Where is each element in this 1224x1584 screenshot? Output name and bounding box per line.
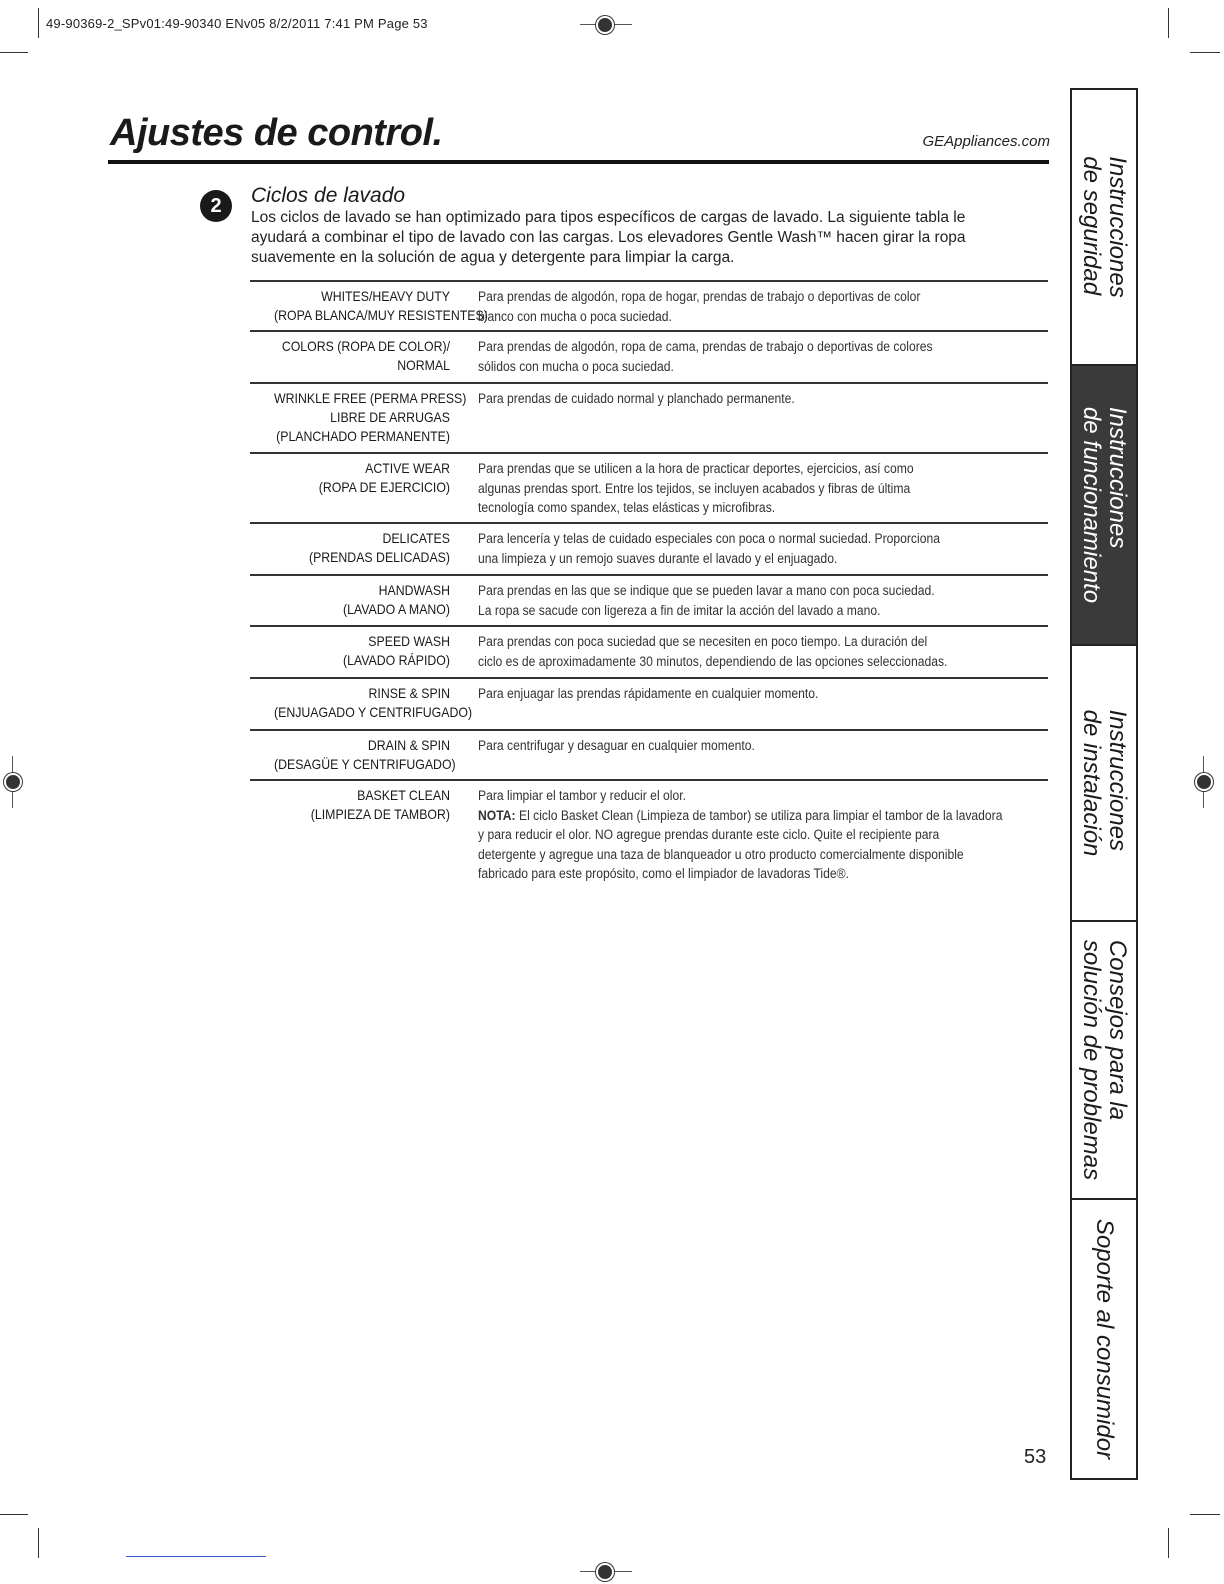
cycle-row-speed-wash <box>250 625 1048 677</box>
intro-line: ayudará a combinar el tipo de lavado con las cargas. Los elevadores Gentle Wash™ hacen girar la ropa <box>251 229 966 246</box>
tab-label-line: Soporte al consumidor <box>1091 1218 1118 1460</box>
cycle-name-line: (LAVADO RÁPIDO) <box>342 652 450 668</box>
cycle-desc-line: Para centrifugar y desaguar en cualquier momento. <box>478 738 755 753</box>
tab-label-line: de seguridad <box>1078 156 1105 296</box>
cycle-name <box>274 684 473 722</box>
tab-label <box>1078 407 1130 603</box>
cycle-row-delicates <box>250 522 1048 574</box>
cycle-name-line: NORMAL <box>397 357 450 373</box>
cycle-description <box>478 389 991 445</box>
cycle-name-line: WRINKLE FREE (PERMA PRESS) <box>274 390 467 406</box>
cycle-row-drain-spin <box>250 729 1048 781</box>
cycle-desc-line: Para prendas de algodón, ropa de cama, prendas de trabajo o deportivas de colores <box>478 339 933 354</box>
cycle-row-rinse-spin <box>250 677 1048 729</box>
cycle-name-line: (ROPA BLANCA/MUY RESISTENTES) <box>274 307 488 323</box>
cycle-desc-line: sólidos con mucha o poca suciedad. <box>478 358 674 374</box>
tab-installation-instructions[interactable] <box>1072 646 1136 922</box>
crop-mark-bottom-left <box>38 1528 39 1558</box>
cycle-name-line: RINSE & SPIN <box>368 685 450 701</box>
registration-mark-left <box>4 773 22 791</box>
tab-safety-instructions[interactable] <box>1072 90 1136 366</box>
cycle-name-line: ACTIVE WEAR <box>365 460 450 476</box>
cycle-desc-line: algunas prendas sport. Entre los tejidos, se incluyen acabados y fibras de última <box>478 480 911 496</box>
page-number: 53 <box>1024 1446 1047 1468</box>
cycle-name-line: COLORS (ROPA DE COLOR)/ <box>281 338 450 354</box>
cycle-name <box>274 389 467 445</box>
cycle-description <box>478 581 991 618</box>
cycle-desc-line: tecnología como spandex, telas elásticas y microfibras. <box>478 500 776 515</box>
cycle-desc-line: La ropa se sacude con ligereza a fin de imitar la acción del lavado a mano. <box>478 602 881 618</box>
cycle-name-line: DRAIN & SPIN <box>367 737 450 753</box>
print-slug: 49-90369-2_SPv01:49-90340 ENv05 8/2/2011 7:41 PM Page 53 <box>46 16 428 31</box>
tab-label-line: solución de problemas <box>1078 939 1105 1181</box>
cycle-name <box>274 786 450 884</box>
registration-mark-top <box>596 16 614 34</box>
tab-troubleshooting[interactable] <box>1072 922 1136 1200</box>
cycle-name-line: (PRENDAS DELICADAS) <box>308 549 450 565</box>
cycle-name <box>274 287 488 323</box>
crop-mark-right-bottom <box>1190 1514 1220 1515</box>
crop-mark-bottom-right <box>1168 1528 1169 1558</box>
registration-mark-bottom <box>596 1563 614 1581</box>
cycle-desc-line: una limpieza y un remojo suaves durante el lavado y el enjuagado. <box>478 550 838 566</box>
tab-label-line: Consejos para la <box>1104 939 1131 1121</box>
cycle-row-basket-clean <box>250 781 1048 891</box>
section-title: Ciclos de lavado <box>251 184 406 207</box>
cycle-description <box>478 287 991 323</box>
section-intro <box>251 208 1031 268</box>
tab-label-line: de funcionamiento <box>1078 406 1105 604</box>
tab-label <box>1078 710 1130 857</box>
cycle-description <box>478 337 991 375</box>
cycle-note-line: y para reducir el olor. NO agregue prendas durante este ciclo. Quite el recipiente para <box>478 827 940 842</box>
cycle-description <box>478 529 991 567</box>
cycle-desc-line: blanco con mucha o poca suciedad. <box>478 308 672 324</box>
cycle-row-wrinkle-free <box>250 382 1048 452</box>
crop-mark-top-right <box>1168 8 1169 38</box>
cycle-desc-line: Para prendas de cuidado normal y planchado permanente. <box>478 391 795 406</box>
cycle-name <box>274 529 450 567</box>
cycle-note-line: detergente y agregue una taza de blanqueador u otro producto comercialmente disponible <box>478 846 964 862</box>
cycle-name-line: (LAVADO A MANO) <box>342 601 450 617</box>
cycle-name-line: WHITES/HEAVY DUTY <box>321 288 450 304</box>
cycle-name-line: (LIMPIEZA DE TAMBOR) <box>310 806 450 822</box>
bottom-link-rule <box>126 1556 266 1557</box>
cycle-name-line: SPEED WASH <box>368 633 450 649</box>
crop-mark-left-top <box>0 52 28 53</box>
cycle-name <box>274 337 450 375</box>
cycle-desc-line: Para prendas que se utilicen a la hora de practicar deportes, ejercicios, así como <box>478 461 914 476</box>
cycle-name-line: (ENJUAGADO Y CENTRIFUGADO) <box>274 704 473 720</box>
title-rule <box>108 160 1049 164</box>
tab-label-line: Instrucciones <box>1104 156 1131 298</box>
cycle-desc-line: Para lencería y telas de cuidado especiales con poca o normal suciedad. Proporciona <box>478 531 940 546</box>
cycle-description <box>478 459 991 515</box>
note-text: El ciclo Basket Clean (Limpieza de tambor) se utiliza para limpiar el tambor de la lavadora <box>518 807 1003 823</box>
cycle-name-line: (ROPA DE EJERCICIO) <box>318 479 450 495</box>
step-number-badge: 2 <box>200 190 232 222</box>
site-url[interactable]: GEAppliances.com <box>922 133 1050 150</box>
tab-label <box>1078 156 1130 297</box>
cycle-description <box>478 632 991 670</box>
cycle-row-colors <box>250 330 1048 382</box>
cycle-desc-line: ciclo es de aproximadamente 30 minutos, dependiendo de las opciones seleccionadas. <box>478 653 948 669</box>
cycle-name-line: HANDWASH <box>378 582 450 598</box>
cycle-row-handwash <box>250 574 1048 625</box>
cycle-note-line: fabricado para este propósito, como el limpiador de lavadoras Tide®. <box>478 866 849 881</box>
crop-mark-top-left <box>38 8 39 38</box>
cycle-desc-line: Para enjuagar las prendas rápidamente en cualquier momento. <box>478 686 819 701</box>
cycle-description <box>478 684 991 722</box>
cycle-name-line: (DESAGÜE Y CENTRIFUGADO) <box>274 756 456 772</box>
page-title: Ajustes de control. <box>110 112 443 154</box>
registration-mark-right <box>1195 773 1213 791</box>
tab-label <box>1078 940 1130 1180</box>
tab-consumer-support[interactable] <box>1072 1200 1136 1478</box>
section-tabs <box>1070 88 1138 1480</box>
cycle-name <box>274 736 456 772</box>
crop-mark-left-bottom <box>0 1514 28 1515</box>
crop-mark-right-top <box>1190 52 1220 53</box>
tab-operating-instructions[interactable] <box>1072 366 1136 646</box>
tab-label-line: de instalación <box>1078 709 1105 857</box>
cycle-name <box>274 459 450 515</box>
wash-cycles-table <box>250 280 1048 891</box>
note-label: NOTA: <box>478 807 516 823</box>
cycle-name <box>274 632 450 670</box>
tab-label-line: Instrucciones <box>1104 709 1131 852</box>
cycle-row-whites <box>250 280 1048 330</box>
cycle-name-line: LIBRE DE ARRUGAS <box>330 409 450 425</box>
cycle-note-line <box>478 806 1003 826</box>
cycle-name-line: (PLANCHADO PERMANENTE) <box>276 428 450 444</box>
cycle-row-active-wear <box>250 452 1048 522</box>
tab-label <box>1091 1219 1117 1459</box>
intro-line: Los ciclos de lavado se han optimizado para tipos específicos de cargas de lavado. La siguiente tabla le <box>251 209 966 226</box>
cycle-desc-line: Para prendas de algodón, ropa de hogar, prendas de trabajo o deportivas de color <box>478 289 921 304</box>
cycle-description <box>478 736 991 772</box>
cycle-desc-line: Para prendas en las que se indique que se pueden lavar a mano con poca suciedad. <box>478 583 935 598</box>
cycle-name <box>274 581 450 618</box>
tab-label-line: Instrucciones <box>1104 406 1131 549</box>
cycle-description <box>478 786 1003 884</box>
cycle-desc-line: Para limpiar el tambor y reducir el olor. <box>478 788 686 803</box>
cycle-name-line: BASKET CLEAN <box>357 787 450 803</box>
cycle-desc-line: Para prendas con poca suciedad que se necesiten en poco tiempo. La duración del <box>478 634 928 649</box>
intro-line: suavemente en la solución de agua y detergente para limpiar la carga. <box>251 249 735 266</box>
cycle-name-line: DELICATES <box>382 530 450 546</box>
